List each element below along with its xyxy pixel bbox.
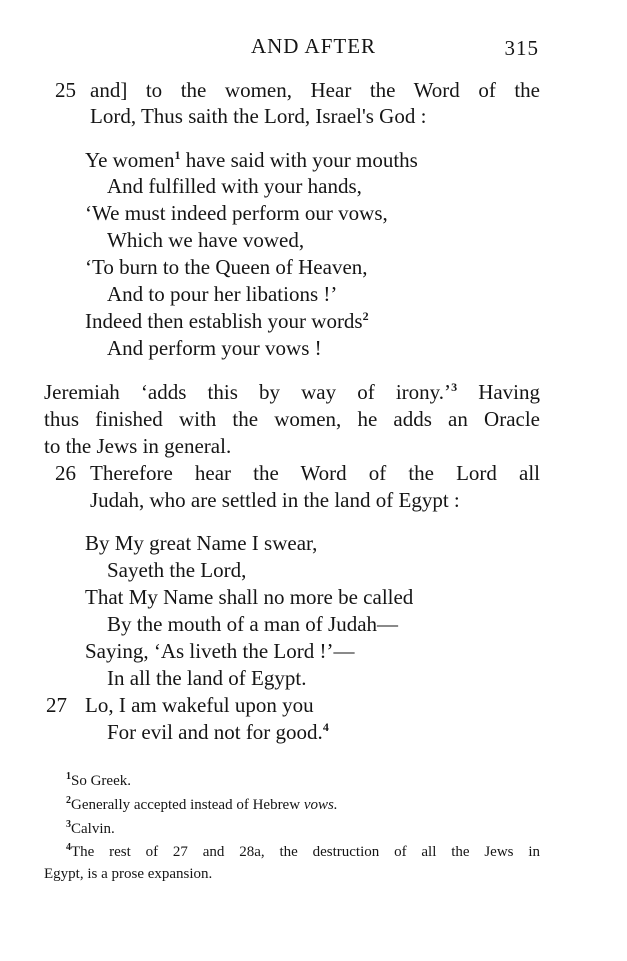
verse-number: 26 (55, 461, 76, 485)
poem-line: Lo, I am wakeful upon you (85, 693, 314, 717)
poem-text: Ye women (85, 148, 175, 172)
poem-line: And perform your vows ! (107, 336, 322, 360)
running-title: AND AFTER (250, 34, 377, 58)
footnote-ref: 1 (174, 148, 181, 162)
verse-number: 25 (55, 78, 76, 102)
poem-line: ‘To burn to the Queen of Heaven, (85, 255, 368, 279)
footnote-continuation: Egypt, is a prose expansion. (44, 866, 213, 882)
verse-line: Judah, who are settled in the land of Egypt : (90, 488, 460, 512)
verse-line: Therefore hear the Word of the Lord all (90, 461, 540, 485)
footnote-italic-word: vows. (303, 797, 338, 813)
poem-line: Sayeth the Lord, (107, 558, 247, 582)
prose-line: to the Jews in general. (44, 434, 232, 458)
footnote-ref: 3 (451, 380, 458, 394)
footnote-mark: 2 (66, 795, 71, 806)
poem-line: And fulfilled with your hands, (107, 174, 362, 198)
poem-line: In all the land of Egypt. (107, 666, 307, 690)
poem-line: And to pour her libations !’ (107, 282, 338, 306)
footnote-ref: 4 (322, 720, 329, 734)
poem-line (85, 308, 369, 334)
prose-line: thus finished with the women, he adds an Oracle (44, 407, 540, 431)
footnote-mark: 1 (66, 771, 71, 782)
verse-line: and] to the women, Hear the Word of the (90, 78, 540, 102)
poem-line (85, 147, 418, 173)
poem-line: Which we have vowed, (107, 228, 305, 252)
poem-line: ‘We must indeed perform our vows, (85, 201, 388, 225)
footnote-text: The rest of 27 and 28a, the destruction of all the Jews in (71, 844, 540, 860)
footnote-mark: 3 (66, 819, 71, 830)
poem-text: Indeed then establish your words (85, 309, 363, 333)
footnote-text: So Greek. (71, 773, 131, 789)
footnote (66, 795, 338, 815)
poem-line: By My great Name I swear, (85, 531, 318, 555)
poem-text: For evil and not for good. (107, 720, 323, 744)
footnote-text: Calvin. (71, 821, 115, 837)
prose-text: Jeremiah ‘adds this by way of irony.’ (44, 380, 452, 404)
footnote (66, 771, 131, 791)
poem-text: have said with your mouths (180, 148, 418, 172)
footnote-ref: 2 (362, 309, 369, 323)
verse-number: 27 (46, 693, 67, 717)
prose-line (44, 379, 540, 405)
footnote-text: Generally accepted instead of Hebrew (71, 797, 304, 813)
poem-line: That My Name shall no more be called (85, 585, 414, 609)
footnote-mark: 4 (66, 842, 71, 853)
page-number: 315 (504, 36, 539, 60)
footnote (66, 842, 540, 862)
poem-line: By the mouth of a man of Judah— (107, 612, 399, 636)
verse-line: Lord, Thus saith the Lord, Israel's God : (90, 104, 427, 128)
poem-line (107, 719, 329, 745)
running-header (0, 34, 627, 60)
poem-line: Saying, ‘As liveth the Lord !’— (85, 639, 355, 663)
footnote (66, 819, 115, 839)
prose-text: Having (478, 380, 541, 404)
